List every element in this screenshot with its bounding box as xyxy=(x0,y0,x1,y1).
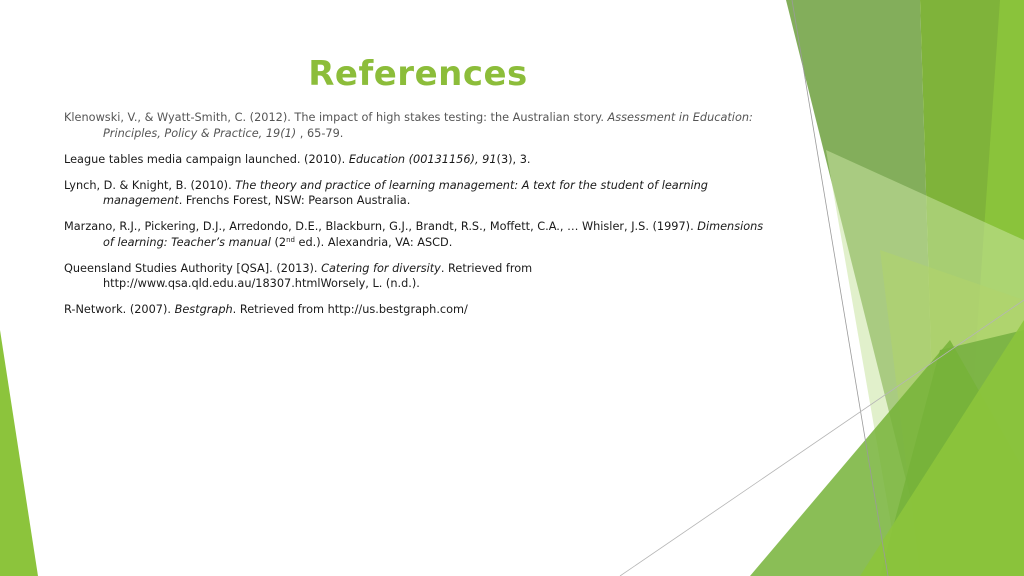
reference-text: ed.). Alexandria, VA: ASCD. xyxy=(294,235,453,249)
reference-text: . Retrieved from http://www.qsa.qld.edu.au/18307.htmlWorsely, L. (n.d.). xyxy=(103,261,533,290)
reference-item xyxy=(64,261,770,292)
reference-text: Marzano, R.J., Pickering, D.J., Arredondo, D.E., Blackburn, G.J., Brandt, R.S., Moffett, C.A., … Whisler, J.S. (1997). xyxy=(64,220,698,233)
reference-text: . Frenchs Forest, NSW: Pearson Australia. xyxy=(178,194,411,207)
reference-source-title: The theory and practice of learning management: A text for the student of learning management xyxy=(103,178,708,207)
reference-text: (2 xyxy=(270,235,287,249)
reference-item xyxy=(64,302,770,318)
reference-source-title: Assessment in Education: Principles, Policy & Practice, 19(1) xyxy=(103,111,753,140)
reference-text: . Retrieved from http://us.bestgraph.com/ xyxy=(232,303,468,316)
reference-source-title: Bestgraph xyxy=(174,303,233,316)
reference-source-title: Catering for diversity xyxy=(321,261,441,275)
reference-text: (3), 3. xyxy=(496,152,531,166)
reference-text: Klenowski, V., & Wyatt-Smith, C. (2012). The impact of high stakes testing: the Australian story. xyxy=(64,111,608,124)
reference-source-title: Dimensions of learning: Teacher’s manual xyxy=(103,220,764,249)
green-facet-left xyxy=(0,330,38,576)
reference-text: R-Network. (2007). xyxy=(64,303,175,316)
edition-superscript: nd xyxy=(286,235,295,244)
reference-text: Queensland Studies Authority [QSA]. (2013). xyxy=(64,261,322,275)
reference-item xyxy=(64,110,770,141)
reference-text: Lynch, D. & Knight, B. (2010). xyxy=(64,178,236,192)
reference-item xyxy=(64,178,770,209)
reference-item xyxy=(64,219,770,250)
reference-list xyxy=(64,110,770,328)
reference-text: League tables media campaign launched. (2010). xyxy=(64,152,349,166)
reference-text: , 65-79. xyxy=(296,126,344,140)
page-title: References xyxy=(308,54,528,94)
reference-source-title: Education (00131156), 91 xyxy=(348,152,497,166)
reference-item xyxy=(64,152,770,168)
